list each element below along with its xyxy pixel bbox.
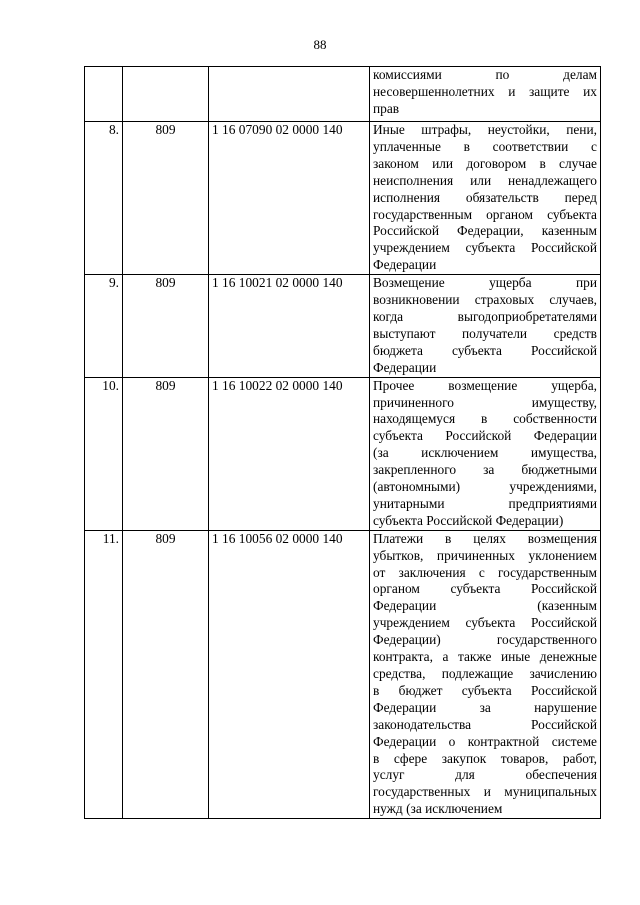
description-line: находящемуся в собственности [373,411,597,427]
page-number: 88 [313,37,327,52]
budget-codes-table [84,66,601,819]
description-line: Федерации за нарушение [373,699,597,715]
revenue-code-cell [209,67,370,122]
description-line: учреждением субъекта Российской [373,240,597,256]
description-line: нужд (за исключением [373,801,503,817]
description-line: унитарными предприятиями [373,495,597,511]
table-row [85,122,601,275]
table-row [85,67,601,122]
revenue-description-cell [370,122,601,275]
description-line: бюджета субъекта Российской [373,342,597,358]
description-line: государственных и муниципальных [373,784,597,800]
revenue-description-cell [370,275,601,377]
description-line: уплаченные в соответствии с [373,138,597,154]
description-line: неисполнения или ненадлежащего [373,172,597,188]
description-line: (автономными) учреждениями, [373,479,597,495]
table-row [85,377,601,530]
admin-code-cell: 809 [123,530,209,818]
description-line: контракта, а также иные денежные [373,649,597,665]
description-line: Иные штрафы, неустойки, пени, [373,122,597,137]
table-row [85,530,601,818]
description-line: Федерации) государственного [373,632,597,648]
description-line: в сфере закупок товаров, работ, [373,750,597,766]
description-line: законодательства Российской [373,716,597,732]
row-number-cell: 11. [85,530,123,818]
description-line: прав [373,100,400,116]
description-line: учреждением субъекта Российской [373,615,597,631]
row-number-cell [85,67,123,122]
description-line: Возмещение ущерба при [373,275,597,291]
description-line: закрепленного за бюджетными [373,462,597,478]
revenue-code-cell: 1 16 10022 02 0000 140 [209,377,370,530]
description-line: возникновении страховых случаев, [373,292,597,308]
admin-code-cell [123,67,209,122]
description-line: когда выгодоприобретателями [373,308,597,324]
description-line: субъекта Российской Федерации) [373,512,564,528]
table-body [85,67,601,819]
admin-code-cell: 809 [123,275,209,377]
revenue-code-cell: 1 16 10021 02 0000 140 [209,275,370,377]
description-line: Прочее возмещение ущерба, [373,377,597,393]
description-line: несовершеннолетних и защите их [373,83,597,99]
table-row [85,275,601,377]
admin-code-cell: 809 [123,122,209,275]
row-number-cell: 9. [85,275,123,377]
row-number-cell: 8. [85,122,123,275]
row-number-cell: 10. [85,377,123,530]
description-line: Федерации [373,257,437,273]
revenue-code-cell: 1 16 10056 02 0000 140 [209,530,370,818]
description-line: выступают получатели средств [373,325,597,341]
admin-code-cell: 809 [123,377,209,530]
description-line: Федерации о контрактной системе [373,733,597,749]
description-line: средства, подлежащие зачислению [373,666,597,681]
description-line: Федерации (казенным [373,598,597,614]
description-line: исполнения обязательств перед [373,189,597,205]
description-line: законом или договором в случае [373,155,597,171]
revenue-description-cell [370,377,601,530]
description-line: Платежи в целях возмещения [373,530,597,546]
description-line: комиссиями по делам [373,67,597,82]
description-line: субъекта Российской Федерации [373,428,597,444]
revenue-description-cell [370,67,601,122]
description-line: (за исключением имущества, [373,445,597,461]
description-line: от заключения с государственным [373,564,597,580]
description-line: государственным органом субъекта [373,206,597,222]
description-line: органом субъекта Российской [373,581,597,597]
revenue-code-cell: 1 16 07090 02 0000 140 [209,122,370,275]
revenue-description-cell [370,530,601,818]
description-line: убытков, причиненных уклонением [373,547,597,563]
description-line: услуг для обеспечения [373,767,597,783]
description-line: Российской Федерации, казенным [373,223,597,239]
description-line: Федерации [373,359,437,375]
description-line: в бюджет субъекта Российской [373,682,597,698]
description-line: причиненного имуществу, [373,394,597,410]
